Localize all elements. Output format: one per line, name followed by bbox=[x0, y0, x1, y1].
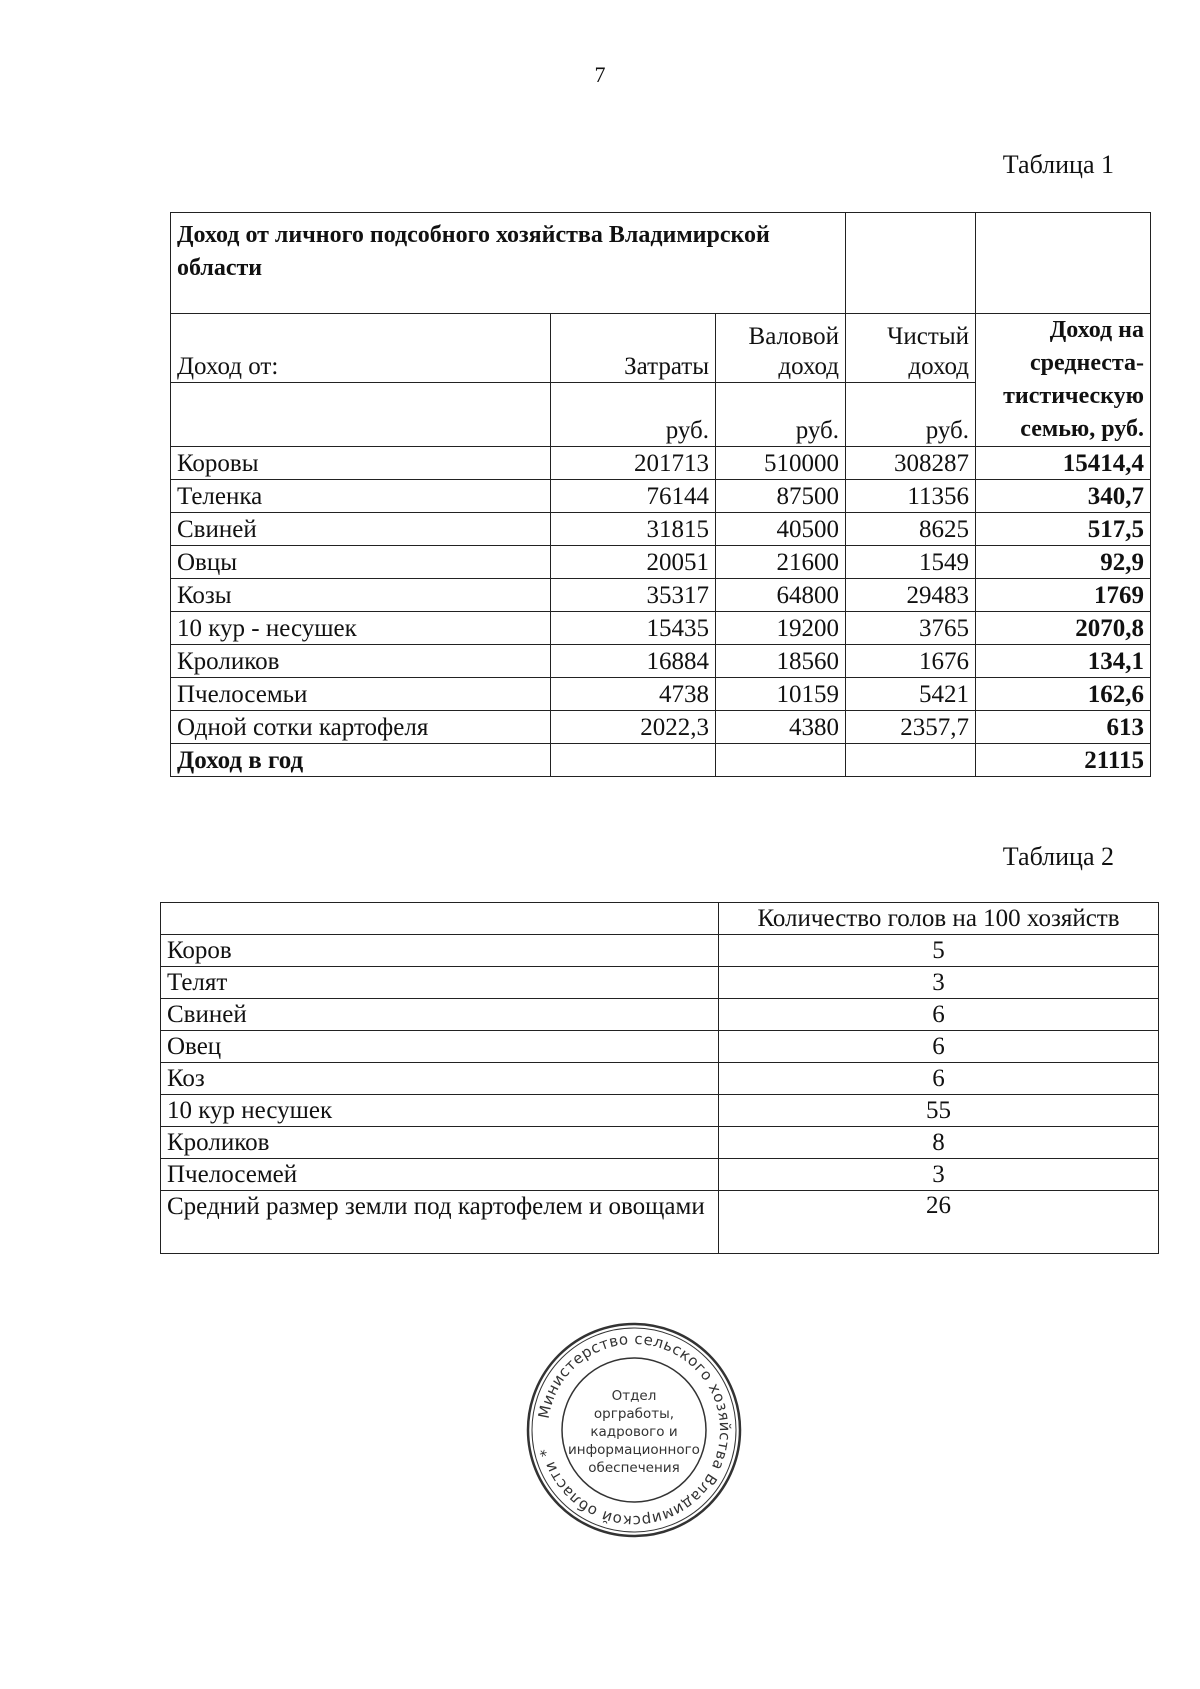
total-per-family: 21115 bbox=[976, 744, 1151, 777]
page-number: 7 bbox=[594, 62, 606, 87]
header-income-from: Доход от: bbox=[171, 314, 551, 383]
cell-per-family: 1769 bbox=[976, 579, 1151, 612]
cell-gross: 18560 bbox=[716, 645, 846, 678]
cell-costs: 76144 bbox=[551, 480, 716, 513]
row-value: 6 bbox=[719, 1031, 1159, 1063]
cell-gross: 19200 bbox=[716, 612, 846, 645]
cell-net: 2357,7 bbox=[846, 711, 976, 744]
row-value: 6 bbox=[719, 1063, 1159, 1095]
row-name: 10 кур - несушек bbox=[171, 612, 551, 645]
cell-net: 1676 bbox=[846, 645, 976, 678]
row-name: Средний размер земли под картофелем и овощами bbox=[161, 1191, 719, 1254]
cell-net: 29483 bbox=[846, 579, 976, 612]
table2-caption: Таблица 2 bbox=[1002, 842, 1114, 871]
cell-net: 8625 bbox=[846, 513, 976, 546]
cell-costs: 16884 bbox=[551, 645, 716, 678]
header-net: Чистый доход bbox=[846, 314, 976, 383]
cell-costs: 15435 bbox=[551, 612, 716, 645]
cell-gross: 510000 bbox=[716, 447, 846, 480]
table-row bbox=[171, 513, 1151, 546]
table-row bbox=[161, 1191, 1159, 1254]
row-name: Одной сотки картофеля bbox=[171, 711, 551, 744]
row-value: 26 bbox=[719, 1191, 1159, 1254]
row-name: Козы bbox=[171, 579, 551, 612]
cell-per-family: 340,7 bbox=[976, 480, 1151, 513]
cell-costs: 201713 bbox=[551, 447, 716, 480]
table1-caption: Таблица 1 bbox=[1002, 150, 1114, 179]
stamp-line: информационного bbox=[568, 1442, 700, 1458]
cell-per-family: 15414,4 bbox=[976, 447, 1151, 480]
header-costs: Затраты bbox=[551, 314, 716, 383]
table-row bbox=[171, 612, 1151, 645]
stamp-line: кадрового и bbox=[590, 1424, 678, 1440]
header-per-family: Доход на среднеста-тистическую семью, руб. bbox=[976, 314, 1151, 447]
table-row bbox=[161, 999, 1159, 1031]
unit-gross: руб. bbox=[716, 382, 846, 446]
table-row bbox=[171, 546, 1151, 579]
cell-costs: 4738 bbox=[551, 678, 716, 711]
row-value: 6 bbox=[719, 999, 1159, 1031]
cell-costs: 2022,3 bbox=[551, 711, 716, 744]
cell-per-family: 162,6 bbox=[976, 678, 1151, 711]
table-row bbox=[161, 1063, 1159, 1095]
row-name: Кроликов bbox=[161, 1127, 719, 1159]
cell-net: 11356 bbox=[846, 480, 976, 513]
table-row bbox=[171, 711, 1151, 744]
cell-net: 5421 bbox=[846, 678, 976, 711]
row-name: Свиней bbox=[171, 513, 551, 546]
stamp-line: обеспечения bbox=[588, 1460, 680, 1476]
row-name: Телят bbox=[161, 967, 719, 999]
cell-per-family: 517,5 bbox=[976, 513, 1151, 546]
row-value: 8 bbox=[719, 1127, 1159, 1159]
header-heads-per-100: Количество голов на 100 хозяйств bbox=[719, 903, 1159, 935]
total-label: Доход в год bbox=[171, 744, 551, 777]
unit-costs: руб. bbox=[551, 382, 716, 446]
cell-net: 308287 bbox=[846, 447, 976, 480]
row-name: Теленка bbox=[171, 480, 551, 513]
row-name: Свиней bbox=[161, 999, 719, 1031]
cell-costs: 35317 bbox=[551, 579, 716, 612]
row-name: Пчелосемей bbox=[161, 1159, 719, 1191]
cell-gross: 21600 bbox=[716, 546, 846, 579]
row-name: Кроликов bbox=[171, 645, 551, 678]
table-row bbox=[171, 678, 1151, 711]
cell-per-family: 2070,8 bbox=[976, 612, 1151, 645]
stamp-line: Отдел bbox=[611, 1388, 657, 1404]
table-row bbox=[171, 579, 1151, 612]
row-value: 3 bbox=[719, 1159, 1159, 1191]
table-row bbox=[161, 967, 1159, 999]
row-name: Коз bbox=[161, 1063, 719, 1095]
table-row bbox=[171, 645, 1151, 678]
table-row bbox=[161, 1095, 1159, 1127]
cell-gross: 4380 bbox=[716, 711, 846, 744]
unit-net: руб. bbox=[846, 382, 976, 446]
stamp-line: оргработы, bbox=[593, 1406, 675, 1422]
cell-costs: 31815 bbox=[551, 513, 716, 546]
row-name: 10 кур несушек bbox=[161, 1095, 719, 1127]
row-name: Пчелосемьи bbox=[171, 678, 551, 711]
cell-net: 3765 bbox=[846, 612, 976, 645]
cell-net: 1549 bbox=[846, 546, 976, 579]
cell-costs: 20051 bbox=[551, 546, 716, 579]
cell-per-family: 134,1 bbox=[976, 645, 1151, 678]
total-row bbox=[171, 744, 1151, 777]
stamp-ring-text: Министерство сельского хозяйства Владимирской области * bbox=[534, 1329, 735, 1531]
header-gross: Валовой доход bbox=[716, 314, 846, 383]
cell-gross: 10159 bbox=[716, 678, 846, 711]
table-row bbox=[171, 480, 1151, 513]
table-row bbox=[161, 1031, 1159, 1063]
cell-gross: 40500 bbox=[716, 513, 846, 546]
table-row bbox=[161, 1159, 1159, 1191]
table-row bbox=[161, 935, 1159, 967]
income-table-title: Доход от личного подсобного хозяйства Владимирской области bbox=[171, 213, 846, 314]
table-row bbox=[161, 1127, 1159, 1159]
official-stamp bbox=[524, 1320, 744, 1540]
table-row bbox=[171, 447, 1151, 480]
livestock-table bbox=[160, 902, 1159, 1254]
row-value: 5 bbox=[719, 935, 1159, 967]
cell-per-family: 613 bbox=[976, 711, 1151, 744]
cell-per-family: 92,9 bbox=[976, 546, 1151, 579]
row-name: Коровы bbox=[171, 447, 551, 480]
income-table bbox=[170, 212, 1151, 777]
row-name: Коров bbox=[161, 935, 719, 967]
row-value: 3 bbox=[719, 967, 1159, 999]
row-name: Овец bbox=[161, 1031, 719, 1063]
row-value: 55 bbox=[719, 1095, 1159, 1127]
cell-gross: 64800 bbox=[716, 579, 846, 612]
table-header-row bbox=[161, 903, 1159, 935]
cell-gross: 87500 bbox=[716, 480, 846, 513]
row-name: Овцы bbox=[171, 546, 551, 579]
